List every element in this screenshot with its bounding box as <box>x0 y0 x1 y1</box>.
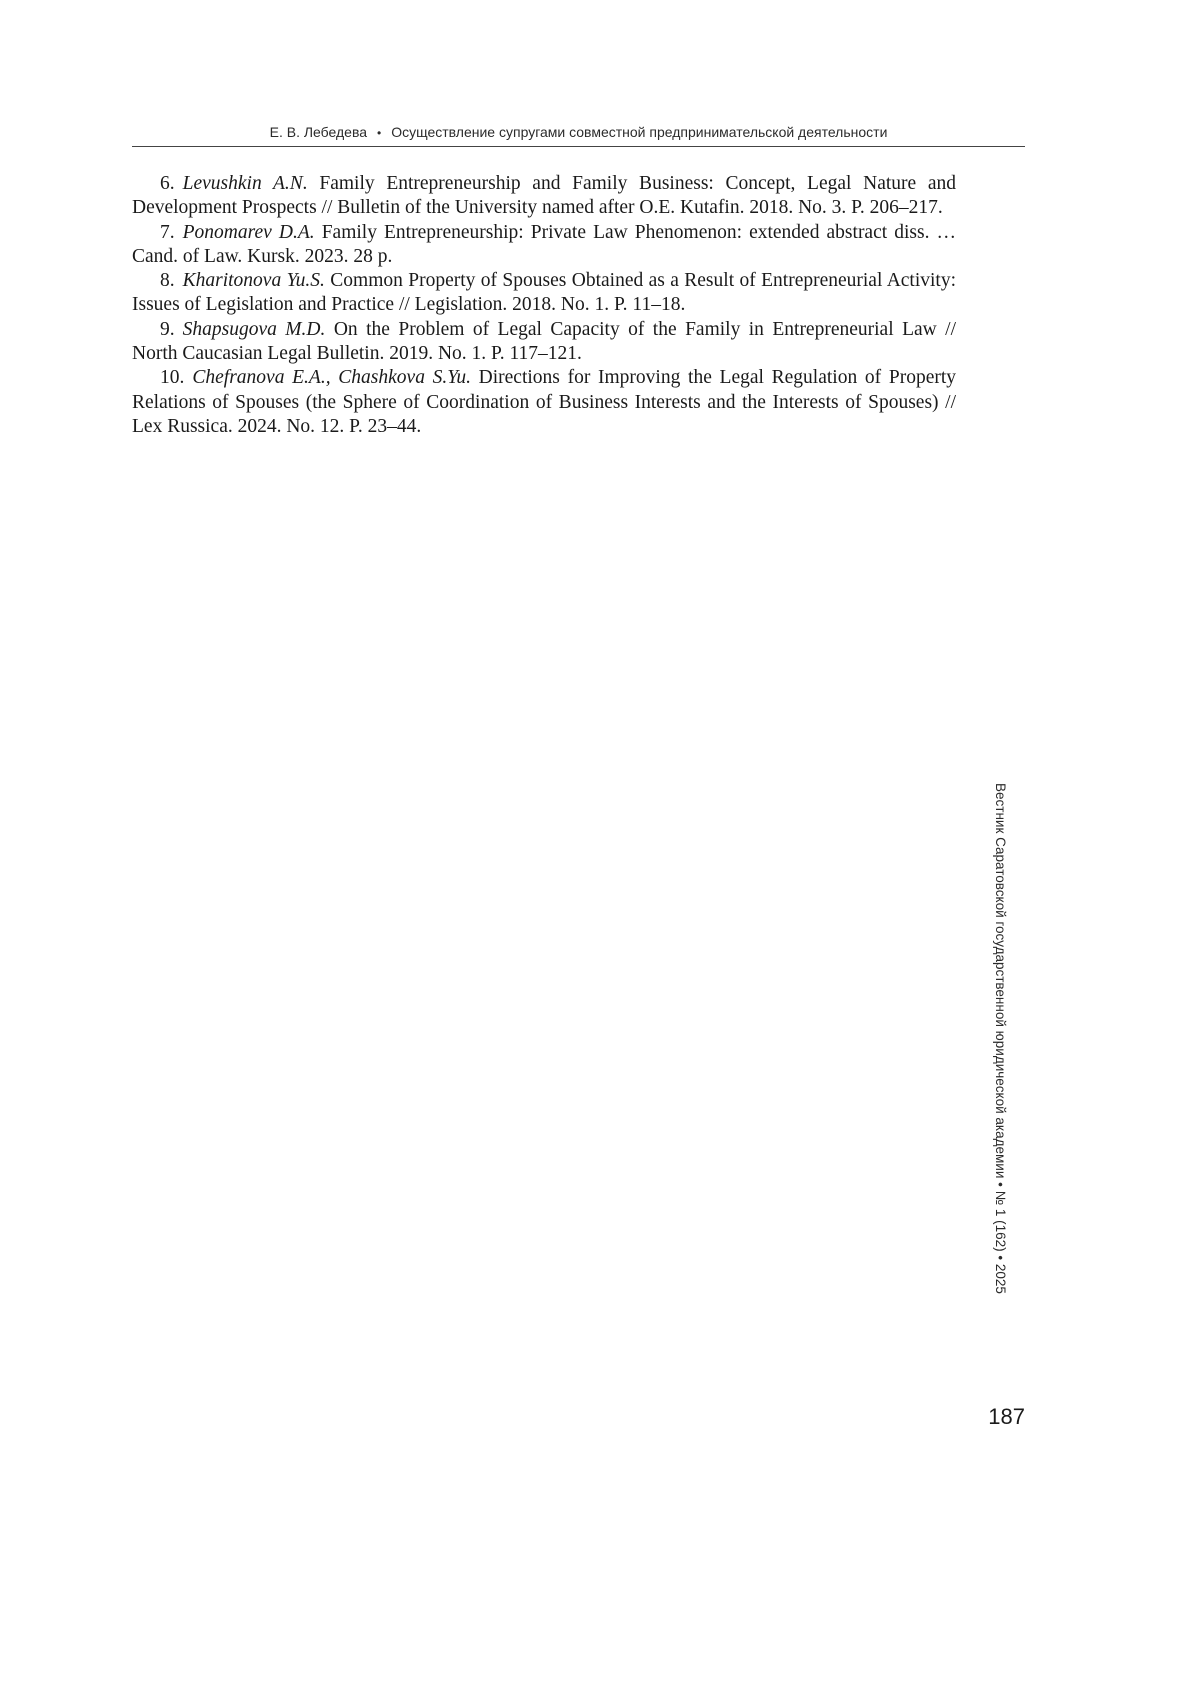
reference-text: Family Entrepreneurship: Private Law Phenomenon: extended abstract diss. … Cand. of Law. Kursk. 2023. 28 p. <box>132 221 957 267</box>
reference-number: 6. <box>160 173 175 194</box>
reference-authors: Levushkin A.N. <box>182 173 308 194</box>
reference-authors: Chefranova E.A., Chashkova S.Yu. <box>192 367 471 389</box>
header-separator: • <box>377 126 382 140</box>
reference-item <box>132 172 956 221</box>
reference-item <box>132 318 956 367</box>
running-header <box>132 122 1025 148</box>
reference-text: On the Problem of Legal Capacity of the Family in Entrepreneurial Law // North Caucasian Legal Bulletin. 2019. No. 1. P. 117–121. <box>132 318 956 365</box>
reference-authors: Ponomarev D.A. <box>182 221 315 243</box>
header-author: Е. В. Лебедева <box>269 124 368 140</box>
reference-item <box>132 269 956 318</box>
header-title: Осуществление супругами совместной предпринимательской деятельности <box>391 124 888 140</box>
header-rule <box>132 146 1025 147</box>
reference-text: Common Property of Spouses Obtained as a Result of Entrepreneurial Activity: Issues of Legislation and Practice // Legislation. 2018. No. 1. P. 11–18. <box>132 270 957 316</box>
reference-authors: Shapsugova M.D. <box>182 318 326 340</box>
reference-text: Directions for Improving the Legal Regulation of Property Relations of Spouses (the Sphere of Coordination of Business Interests and the Interests of Spouses) // Lex Russica. 2024. No. 12. P. 23–44. <box>132 367 957 437</box>
reference-number: 10. <box>160 367 185 389</box>
journal-side-title: Вестник Саратовской государственной юридической академии • № 1 (162) • 2025 <box>993 783 1008 1294</box>
reference-authors: Kharitonova Yu.S. <box>182 270 325 292</box>
reference-number: 7. <box>160 221 175 243</box>
reference-list <box>132 172 956 439</box>
reference-text: Family Entrepreneurship and Family Business: Concept, Legal Nature and Development Prospects // Bulletin of the University named after O.E. Kutafin. 2018. No. 3. P. 206–217. <box>132 173 957 219</box>
reference-number: 9. <box>160 318 175 340</box>
reference-item <box>132 366 956 439</box>
reference-number: 8. <box>160 270 175 292</box>
reference-item <box>132 221 956 270</box>
page-number: 187 <box>988 1404 1025 1429</box>
